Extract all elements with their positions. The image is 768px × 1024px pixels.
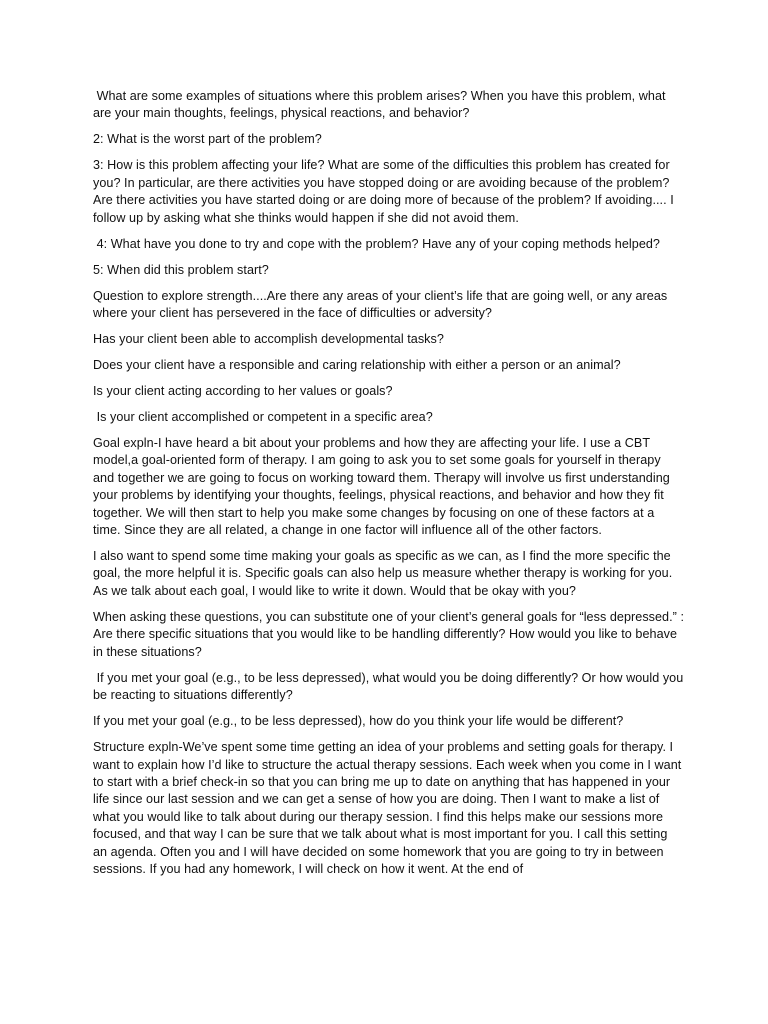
question-problem-start: 5: When did this problem start?: [93, 262, 269, 277]
question-competent-area: Is your client accomplished or competent in a specific area?: [93, 410, 433, 425]
question-values-goals: Is your client acting according to her values or goals?: [93, 384, 393, 399]
goal-met-life-different: If you met your goal (e.g., to be less depressed), how do you think your life would be different?: [93, 714, 624, 729]
structure-explanation: Structure expln-We’ve spent some time getting an idea of your problems and setting goals for therapy. I want to explain how I’d like to structure the actual therapy sessions. Each week when you come in I want to start with a brief check-in so that you can bring me up to date on anything that has happened in your life since our last session and we can get a sense of how you are doing. Then I want to make a list of what you would like to talk about during our therapy session. I find this helps make our sessions more focused, and that way I can be sure that we talk about what is most important for you. I call this setting an agenda. Often you and I will have decided on some homework that you are going to try in between sessions. If you had any homework, I will check on how it went. At the end of: [93, 740, 685, 876]
question-coping: 4: What have you done to try and cope with the problem? Have any of your coping methods helped?: [93, 236, 660, 251]
question-affecting-life: 3: How is this problem affecting your life? What are some of the difficulties this problem has created for you? In particular, are there activities you have stopped doing or are avoiding because of the problem? Are there activities you have started doing or are doing more of because of the problem? If avoiding.... I follow up by asking what she thinks would happen if she did not avoid them.: [93, 158, 678, 225]
specific-goals-paragraph: I also want to spend some time making your goals as specific as we can, as I find the more specific the goal, the more helpful it is. Specific goals can also help us measure whether therapy is working for you. As we talk about each goal, I would like to write it down. Would that be okay with you?: [93, 549, 676, 598]
goal-explanation: Goal expln-I have heard a bit about your problems and how they are affecting your life. I use a CBT model,a goal-oriented form of therapy. I am going to ask you to set some goals for yourself in therapy and together we are going to focus on working toward them. Therapy will involve us first understanding your problems by identifying your thoughts, feelings, physical reactions, and behavior and how they fit together. We will then start to help you make some changes by focusing on one of these factors at a time. Since they are all related, a change in one factor will influence all of the other factors.: [93, 436, 674, 538]
substitute-goals-paragraph: When asking these questions, you can substitute one of your client’s general goals for “less depressed.” : Are there specific situations that you would like to be handling differently? How would you like to behave in these situations?: [93, 609, 687, 659]
question-worst-part: 2: What is the worst part of the problem?: [93, 132, 322, 147]
question-caring-relationship: Does your client have a responsible and caring relationship with either a person or an animal?: [93, 358, 621, 373]
question-developmental-tasks: Has your client been able to accomplish developmental tasks?: [93, 332, 444, 347]
question-situations: What are some examples of situations where this problem arises? When you have this problem, what are your main thoughts, feelings, physical reactions, and behavior?: [93, 89, 670, 121]
goal-met-differently: If you met your goal (e.g., to be less depressed), what would you be doing differently? Or how would you be reacting to situations differently?: [93, 670, 687, 703]
question-strengths: Question to explore strength....Are there any areas of your client’s life that are going well, or any areas where your client has persevered in the face of difficulties or adversity?: [93, 288, 671, 321]
